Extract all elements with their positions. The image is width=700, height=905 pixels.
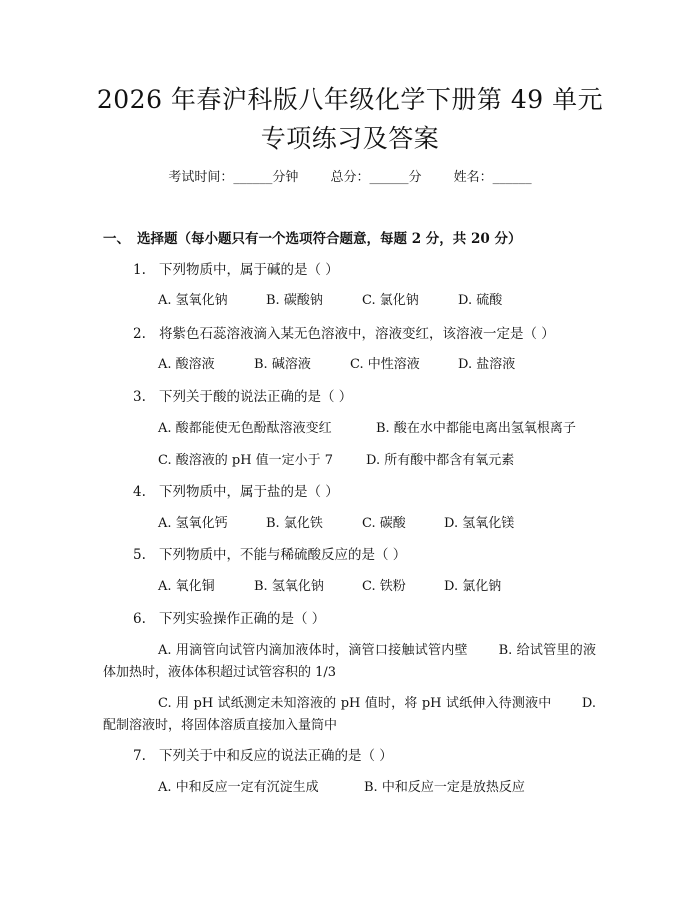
option-a: A. 酸都能使无色酚酞溶液变红 bbox=[158, 421, 332, 436]
option-a: A. 中和反应一定有沉淀生成 bbox=[158, 780, 319, 795]
option-c: C. 氯化钠 bbox=[362, 293, 419, 308]
option-d: D. 配制溶液时，将固体溶质直接加入量筒中 bbox=[103, 696, 596, 733]
option-b: B. 中和反应一定是放热反应 bbox=[364, 780, 525, 795]
section-number: 一、 bbox=[103, 231, 130, 247]
option-d: D. 氢氧化镁 bbox=[444, 516, 515, 531]
question-text: 下列关于中和反应的说法正确的是（ ） bbox=[159, 748, 393, 764]
option-row bbox=[158, 355, 515, 375]
section-heading bbox=[103, 229, 521, 249]
question-number: 1. bbox=[133, 262, 146, 278]
option-row bbox=[158, 291, 502, 311]
option-row bbox=[158, 577, 501, 597]
option-b: B. 碳酸钠 bbox=[266, 293, 323, 308]
question-number: 6. bbox=[133, 611, 146, 627]
option-b: B. 氯化铁 bbox=[266, 516, 323, 531]
question-text: 下列实验操作正确的是（ ） bbox=[159, 611, 326, 627]
question-number: 4. bbox=[133, 484, 146, 500]
question-stem bbox=[133, 609, 325, 629]
question-text: 下列物质中，属于碱的是（ ） bbox=[159, 262, 339, 278]
option-paragraph bbox=[103, 640, 596, 684]
question-number: 2. bbox=[133, 326, 146, 342]
option-d: D. 氯化钠 bbox=[444, 579, 502, 594]
option-a: A. 用滴管向试管内滴加液体时，滴管口接触试管内壁 bbox=[158, 643, 468, 658]
exam-time-field: 考试时间：______分钟 bbox=[168, 170, 299, 185]
document-title-line-1: 2026 年春沪科版八年级化学下册第 49 单元 bbox=[96, 85, 604, 114]
option-c: C. 中性溶液 bbox=[350, 357, 420, 372]
question-stem bbox=[133, 746, 393, 766]
total-score-field: 总分：______分 bbox=[330, 170, 422, 185]
document-title-line-2: 专项练习及答案 bbox=[260, 124, 440, 153]
option-a: A. 酸溶液 bbox=[158, 357, 215, 372]
question-stem bbox=[133, 260, 339, 280]
student-name-field: 姓名：______ bbox=[453, 170, 532, 185]
option-d: D. 盐溶液 bbox=[458, 357, 516, 372]
option-d: D. 所有酸中都含有氧元素 bbox=[366, 453, 515, 468]
question-number: 5. bbox=[133, 547, 146, 563]
option-row bbox=[158, 778, 525, 798]
option-b: B. 给试管里的液体加热时，液体体积超过试管容积的 1/3 bbox=[103, 643, 596, 680]
exam-meta bbox=[0, 168, 700, 188]
option-paragraph bbox=[103, 693, 596, 737]
option-b: B. 酸在水中都能电离出氢氧根离子 bbox=[376, 421, 576, 436]
question-text: 将紫色石蕊溶液滴入某无色溶液中，溶液变红，该溶液一定是（ ） bbox=[159, 326, 555, 342]
option-c: C. 用 pH 试纸测定未知溶液的 pH 值时，将 pH 试纸伸入待测液中 bbox=[158, 696, 552, 711]
option-c: C. 酸溶液的 pH 值一定小于 7 bbox=[158, 453, 334, 468]
question-stem bbox=[133, 387, 352, 407]
question-text: 下列物质中，属于盐的是（ ） bbox=[159, 484, 339, 500]
option-row bbox=[158, 451, 514, 471]
question-stem bbox=[133, 545, 406, 565]
question-number: 3. bbox=[133, 389, 146, 405]
option-a: A. 氢氧化钙 bbox=[158, 516, 228, 531]
option-c: C. 碳酸 bbox=[362, 516, 406, 531]
question-text: 下列物质中，不能与稀硫酸反应的是（ ） bbox=[159, 547, 407, 563]
question-text: 下列关于酸的说法正确的是（ ） bbox=[159, 389, 353, 405]
question-stem bbox=[133, 482, 339, 502]
question-number: 7. bbox=[133, 748, 146, 764]
question-stem bbox=[133, 324, 555, 344]
option-b: B. 碱溶液 bbox=[254, 357, 311, 372]
option-c: C. 铁粉 bbox=[362, 579, 406, 594]
option-a: A. 氧化铜 bbox=[158, 579, 215, 594]
option-b: B. 氢氧化钠 bbox=[254, 579, 324, 594]
section-title: 选择题（每小题只有一个选项符合题意，每题 2 分，共 20 分） bbox=[137, 231, 522, 247]
option-d: D. 硫酸 bbox=[458, 293, 503, 308]
option-row bbox=[158, 514, 514, 534]
option-a: A. 氢氧化钠 bbox=[158, 293, 228, 308]
option-row bbox=[158, 419, 576, 439]
